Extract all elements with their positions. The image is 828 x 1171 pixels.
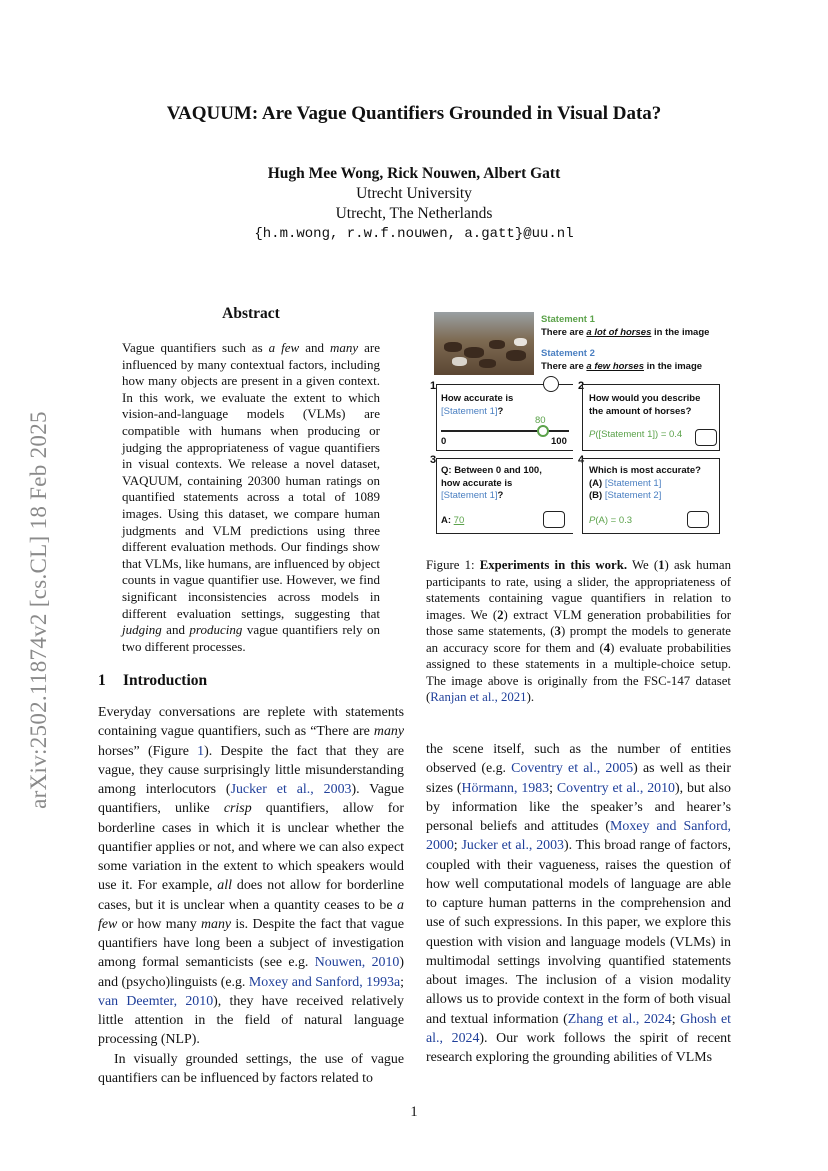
panel-2 xyxy=(582,384,720,451)
slider-max: 100 xyxy=(551,436,567,447)
statement1-text: There are a lot of horses in the image xyxy=(541,327,710,338)
panel-1 xyxy=(436,384,573,451)
panel-3 xyxy=(436,458,573,534)
section-number: 1 xyxy=(98,672,106,689)
panel-3-number: 3 xyxy=(430,454,437,466)
panel-3-answer xyxy=(441,515,464,528)
figure-1-caption: Figure 1: Experiments in this work. We (1) ask human participants to rate, using a slider, the appropriateness of statements containing vague quantifiers in relation to images. We (2) extract VLM generation probabilities for those same statements, (3) prompt the models to generate an accuracy score for them and (4) evaluate probabilities assigned to these statements in a multiple-choice setup. The image above is originally from the FSC-147 dataset (Ranjan et al., 2021). xyxy=(426,558,732,704)
statement2-label: Statement 2 xyxy=(541,348,595,359)
section-title: Introduction xyxy=(123,672,208,689)
panel-1-number: 1 xyxy=(430,380,437,392)
abstract-heading: Abstract xyxy=(222,305,280,322)
panel-1-question: How accurate is [Statement 1]? xyxy=(441,393,514,417)
horse-photo xyxy=(434,312,534,375)
robot-icon xyxy=(687,511,709,528)
paper-title: VAQUUM: Are Vague Quantifiers Grounded in Visual Data? xyxy=(166,103,662,124)
abstract-body: Vague quantifiers such as a few and many are influenced by many contextual factors, including how many objects are present in a given context. In this work, we evaluate the extent to which vision-and-language models (VLMs) are compatible with humans when producing or judging the appropriateness of vague quantifiers in visual contexts. We release a novel dataset, VAQUUM, containing 20300 human ratings on quantified statements across a total of 1089 images. Using this dataset, we compare human judgments and VLM predictions using three different evaluation methods. Our findings show that VLMs, like humans, are influenced by object counts in vague quantifier use. However, we find significant inconsistencies across models in different evaluation settings, suggesting that judging and producing vague quantifiers rely on two different processes. xyxy=(122,340,380,654)
section-heading xyxy=(98,672,404,690)
emails: {h.m.wong, r.w.f.nouwen, a.gatt}@uu.nl xyxy=(254,226,574,242)
arxiv-stamp-text: arXiv:2502.11874v2 [cs.CL] 18 Feb 2025 xyxy=(26,411,51,809)
rating-slider-track xyxy=(441,430,569,432)
authors: Hugh Mee Wong, Rick Nouwen, Albert Gatt xyxy=(267,165,561,182)
slider-min: 0 xyxy=(441,436,447,447)
panel-2-question: How would you describe the amount of horses? xyxy=(589,393,701,417)
slider-value: 80 xyxy=(535,415,546,426)
page-number: 1 xyxy=(410,1104,418,1120)
affiliation: Utrecht University xyxy=(356,185,472,202)
answer-label: A: xyxy=(441,515,452,526)
panel-4-question: Which is most accurate? (A) [Statement 1] (B) [Statement 2] xyxy=(589,465,701,501)
panel-3-question: Q: Between 0 and 100, how accurate is [Statement 1]? xyxy=(441,465,542,501)
location: Utrecht, The Netherlands xyxy=(335,205,493,222)
statement1-label: Statement 1 xyxy=(541,314,595,325)
figure-1 xyxy=(430,312,730,542)
answer-value: 70 xyxy=(453,515,465,526)
intro-column-left: Everyday conversations are replete with statements containing vague quantifiers, such as “There are many horses” (Figure 1). Despite the fact that they are vague, they cause surprisingly little misunderstanding among interlocutors (Jucker et al., 2003). Vague quantifiers, unlike crisp quantifiers, allow for borderline cases in which it is unclear whether the quantifier applies or not, and where we can also expect some variation in the extent to which speakers would use it. For example, all does not allow for borderline cases, but it is unclear when a quantity ceases to be a few or how many many is. Despite the fact that vague quantifiers have long been a subject of investigation among formal semanticists (see e.g. Nouwen, 2010) and (psycho)linguists (e.g. Moxey and Sanford, 1993a; van Deemter, 2010), they have received relatively little attention in the field of natural language processing (NLP). In visually grounded settings, the use of vague quantifiers can be influenced by factors related to xyxy=(98,705,404,1086)
statement2-text: There are a few horses in the image xyxy=(541,361,703,372)
panel-4 xyxy=(582,458,720,534)
panel-4-number: 4 xyxy=(578,454,585,466)
panel-2-probability: P([Statement 1]) = 0.4 xyxy=(589,429,683,440)
robot-icon xyxy=(695,429,717,446)
robot-icon xyxy=(543,511,565,528)
intro-column-right: the scene itself, such as the number of entities observed (e.g. Coventry et al., 2005) as well as their sizes (Hörmann, 1983; Coventry et al., 2010), but also by information like the speaker’s and hearer’s personal beliefs and attitudes (Moxey and Sanford, 2000; Jucker et al., 2003). This broad range of factors, coupled with their vagueness, raises the question of how well computational models of language are able to capture human patterns in the comprehension and use of such expressions. In this paper, we explore this question with vision and language models (VLMs) in multimodal settings involving quantified statements about images. The inclusion of a vision modality allows us to provide context in the form of both visual and textual information (Zhang et al., 2024; Ghosh et al., 2024). Our work follows the spirit of recent research exploring the grounding abilities of VLMs xyxy=(426,742,731,1065)
arxiv-stamp xyxy=(24,360,54,860)
panel-4-probability: P(A) = 0.3 xyxy=(589,515,633,526)
panel-2-number: 2 xyxy=(578,380,585,392)
person-icon xyxy=(543,376,559,392)
